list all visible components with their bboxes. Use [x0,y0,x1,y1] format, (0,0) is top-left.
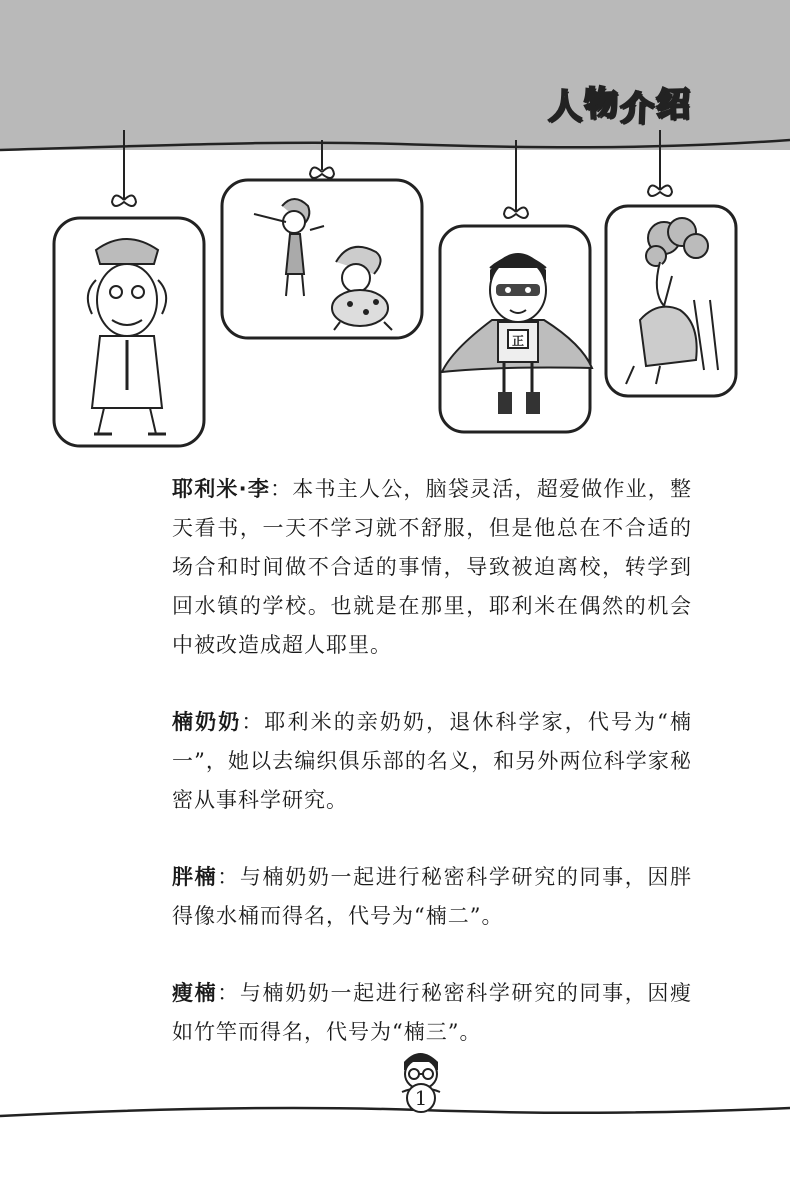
character-entry-fat-nan [172,858,692,936]
character-name: 耶利米·李 [172,477,271,501]
character-name: 楠奶奶 [172,710,242,734]
character-description: ：与楠奶奶一起进行秘密科学研究的同事，因瘦如竹竿而得名，代号为“楠三”。 [172,981,693,1044]
character-description: ：耶利米的亲奶奶，退休科学家，代号为“楠一”，她以去编织俱乐部的名义，和另外两位科学家秘密从事科学研究。 [172,710,693,812]
character-illustrations [0,0,790,470]
character-entry-grandma [172,703,692,820]
character-list [172,470,692,1090]
character-description: ：与楠奶奶一起进行秘密科学研究的同事，因胖得像水桶而得名，代号为“楠二”。 [172,865,693,928]
page-number: 1 [414,1086,428,1110]
character-name: 胖楠 [172,865,218,889]
title-char: 物 [582,83,620,125]
title-char: 介 [619,88,655,130]
title-char: 绍 [655,84,691,126]
footer-decoration [0,1040,790,1140]
frame-superhero-boy [440,140,592,432]
frame-grandpa-portrait [54,130,204,446]
character-entry-jeremiah [172,470,692,665]
character-description: ：本书主人公，脑袋灵活，超爱做作业，整天看书，一天不学习就不舒服，但是他总在不合适的场合和时间做不合适的事情，导致被迫离校，转学到回水镇的学校。也就是在那里，耶利米在偶然的机会中被改造成超人耶里。 [172,477,693,657]
hero-badge-letter: 正 [511,334,525,348]
footer-line [0,1108,790,1116]
character-name: 瘦楠 [172,981,218,1005]
clothesline [0,140,790,150]
frame-two-characters [222,140,422,338]
title-char: 人 [548,87,582,127]
frame-lady-portrait [606,130,736,396]
